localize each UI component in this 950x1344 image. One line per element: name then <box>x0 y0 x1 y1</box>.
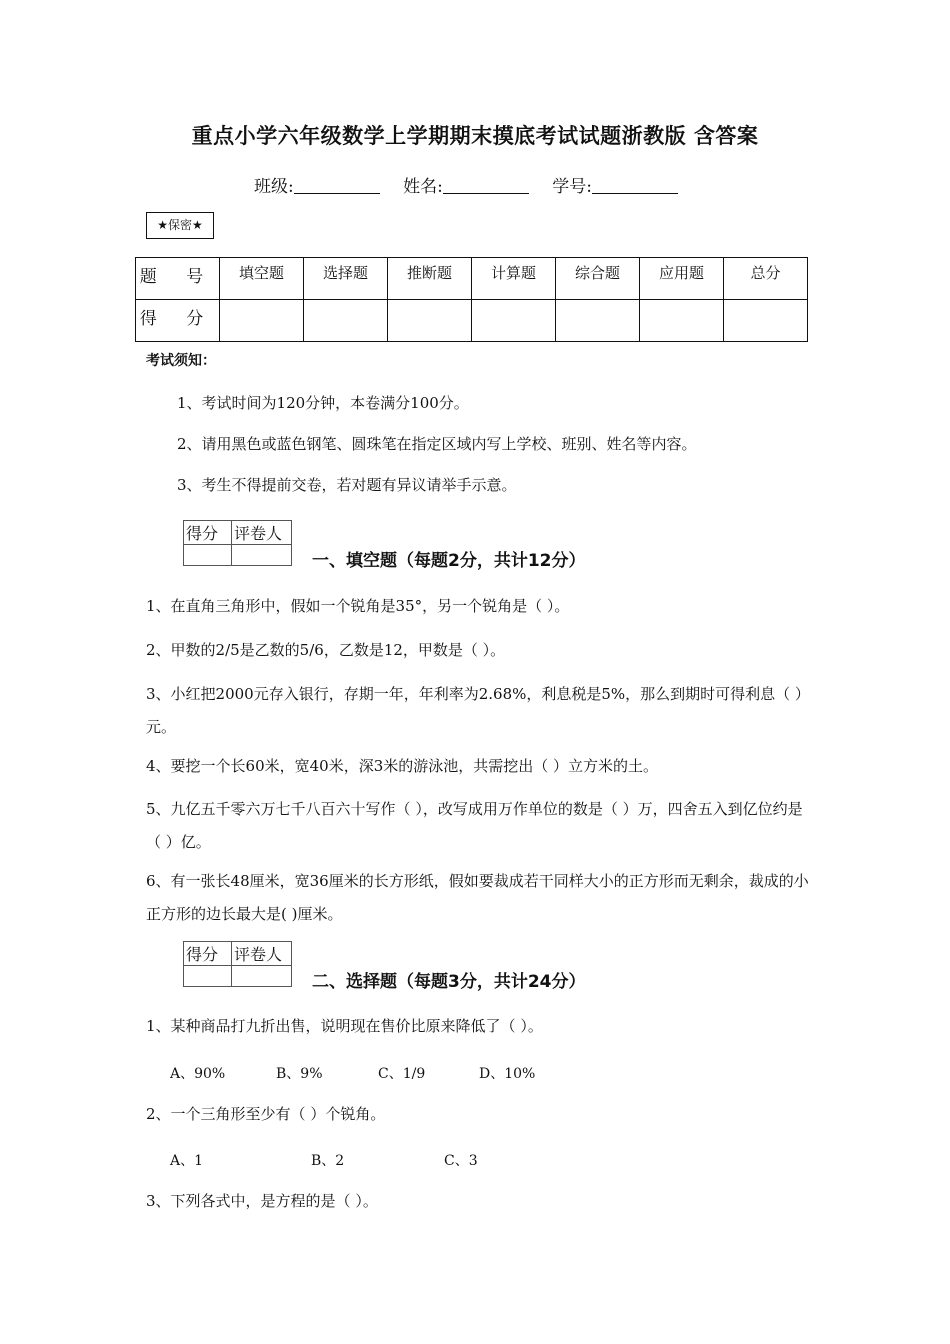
grader-box <box>183 941 292 987</box>
question-item: 2、一个三角形至少有（ ）个锐角。 <box>146 1105 386 1123</box>
notice-item: 1、考试时间为120分钟，本卷满分100分。 <box>177 394 469 412</box>
grader-reviewer-cell[interactable] <box>232 966 292 987</box>
question-item: 4、要挖一个长60米，宽40米，深3米的游泳池，共需挖出（ ）立方米的土。 <box>146 757 659 775</box>
question-item: 1、某种商品打九折出售，说明现在售价比原来降低了（ ）。 <box>146 1017 543 1035</box>
question-item: 6、有一张长48厘米，宽36厘米的长方形纸，假如要裁成若干同样大小的正方形而无剩余，裁成的小正方形的边长最大是( )厘米。 <box>146 872 809 923</box>
score-header-cell: 总分 <box>724 258 808 300</box>
grader-reviewer-label: 评卷人 <box>232 942 292 966</box>
grader-score-label: 得分 <box>184 942 232 966</box>
name-blank[interactable] <box>443 177 529 194</box>
score-header-cell: 计算题 <box>472 258 556 300</box>
grader-reviewer-label: 评卷人 <box>232 521 292 545</box>
score-header-cell: 综合题 <box>556 258 640 300</box>
notice-heading: 考试须知： <box>146 353 216 369</box>
score-input-cell[interactable] <box>220 300 304 342</box>
score-row-label: 得 分 <box>136 300 220 342</box>
score-header-cell: 推断题 <box>388 258 472 300</box>
grader-score-label: 得分 <box>184 521 232 545</box>
notice-item: 2、请用黑色或蓝色钢笔、圆珠笔在指定区域内写上学校、班别、姓名等内容。 <box>177 435 697 453</box>
score-header-cell: 填空题 <box>220 258 304 300</box>
question-item: 2、甲数的2/5是乙数的5/6，乙数是12，甲数是（ ）。 <box>146 641 506 659</box>
score-input-cell[interactable] <box>724 300 808 342</box>
score-input-cell[interactable] <box>304 300 388 342</box>
question-item: 1、在直角三角形中，假如一个锐角是35°，另一个锐角是（ ）。 <box>146 597 570 615</box>
score-table-header-row <box>136 258 808 300</box>
confidential-badge: ★保密★ <box>146 212 214 239</box>
score-input-cell[interactable] <box>472 300 556 342</box>
student-id-label: 学号: <box>552 177 592 197</box>
option-a[interactable]: A、1 <box>170 1153 204 1169</box>
score-header-cell: 选择题 <box>304 258 388 300</box>
notice-item: 3、考生不得提前交卷，若对题有异议请举手示意。 <box>177 476 517 494</box>
class-blank[interactable] <box>294 177 380 194</box>
page-title: 重点小学六年级数学上学期期末摸底考试试题浙教版 含答案 <box>191 124 759 148</box>
grader-reviewer-cell[interactable] <box>232 545 292 566</box>
score-header-cell: 应用题 <box>640 258 724 300</box>
option-b[interactable]: B、2 <box>311 1153 345 1169</box>
student-info-line <box>0 172 950 197</box>
question-item: 5、九亿五千零六万七千八百六十写作（ ），改写成用万作单位的数是（ ）万，四舍五入到亿位约是（ ）亿。 <box>146 800 803 851</box>
name-label: 姓名: <box>403 177 443 197</box>
grader-score-cell[interactable] <box>184 966 232 987</box>
question-item: 3、下列各式中，是方程的是（ ）。 <box>146 1192 378 1210</box>
section-1-title: 一、填空题（每题2分，共计12分） <box>312 551 586 571</box>
grader-box <box>183 520 292 566</box>
score-header-cell: 题 号 <box>136 258 220 300</box>
question-item: 3、小红把2000元存入银行，存期一年，年利率为2.68%，利息税是5%，那么到期时可得利息（ ）元。 <box>146 685 810 736</box>
class-label: 班级: <box>253 177 294 197</box>
score-table <box>135 257 808 342</box>
section-2-title: 二、选择题（每题3分，共计24分） <box>312 972 586 992</box>
score-input-cell[interactable] <box>388 300 472 342</box>
student-id-blank[interactable] <box>592 177 678 194</box>
score-input-cell[interactable] <box>640 300 724 342</box>
option-b[interactable]: B、9% <box>276 1066 323 1082</box>
grader-score-cell[interactable] <box>184 545 232 566</box>
score-table-score-row <box>136 300 808 342</box>
option-d[interactable]: D、10% <box>479 1066 536 1082</box>
option-c[interactable]: C、1/9 <box>378 1066 426 1082</box>
option-a[interactable]: A、90% <box>170 1066 226 1082</box>
option-c[interactable]: C、3 <box>444 1153 478 1169</box>
score-input-cell[interactable] <box>556 300 640 342</box>
